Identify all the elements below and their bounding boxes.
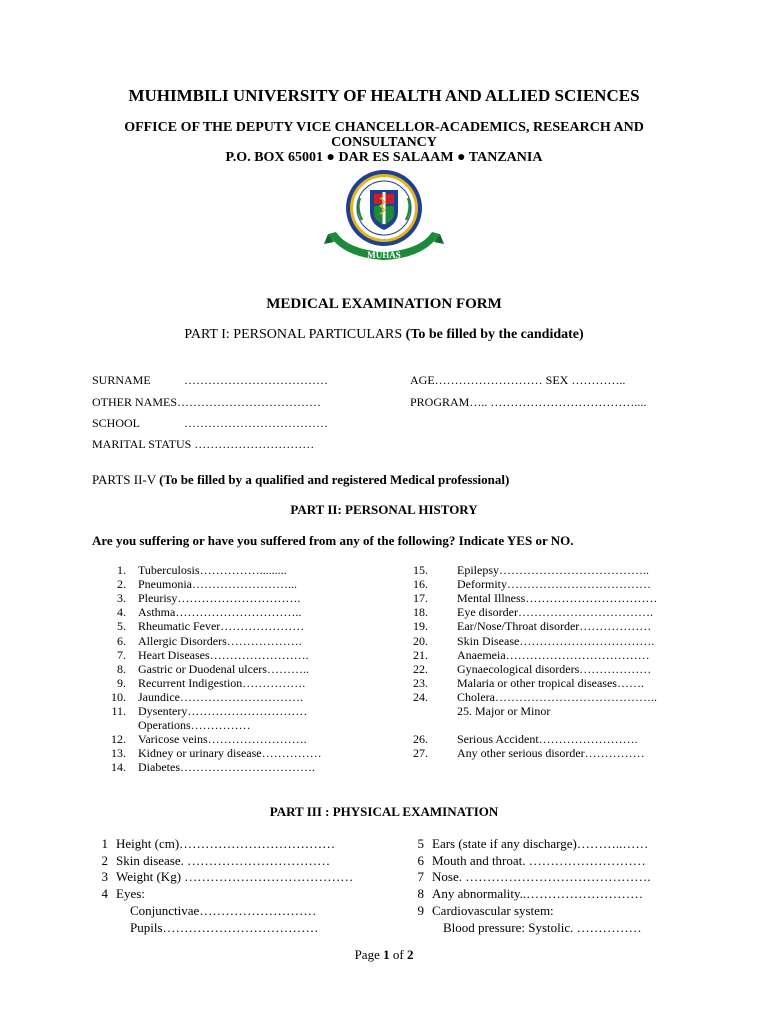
list-item: [104, 689, 303, 705]
item-text[interactable]: Height (cm)………………………………: [116, 836, 336, 851]
list-item: [404, 605, 653, 620]
list-item: [104, 746, 322, 761]
form-title: MEDICAL EXAMINATION FORM: [266, 296, 502, 312]
item-text[interactable]: Serious Accident…………………….: [457, 732, 638, 747]
item-number: 18.: [413, 605, 428, 620]
item-number: 8.: [117, 661, 126, 676]
item-text[interactable]: Conjunctivae………………………: [130, 902, 317, 918]
item-text[interactable]: Nose. …………………………………….: [432, 869, 651, 885]
list-item: [104, 675, 306, 691]
list-item: [410, 836, 649, 852]
item-number: 7: [417, 869, 424, 885]
item-number: 1.: [117, 563, 126, 577]
list-item: [94, 869, 354, 885]
list-item: [410, 852, 646, 869]
item-number: 16.: [413, 577, 428, 592]
item-text[interactable]: Ear/Nose/Throat disorder………………: [457, 619, 652, 634]
item-text[interactable]: Pupils………………………………: [130, 919, 319, 935]
item-text[interactable]: Rheumatic Fever…………………: [138, 619, 305, 634]
item-number: 10.: [111, 689, 126, 704]
list-item: [94, 886, 145, 902]
list-item: [104, 760, 315, 775]
item-number: 19.: [413, 619, 428, 634]
item-text[interactable]: Mouth and throat. ………………………: [432, 852, 646, 868]
list-item: [104, 647, 309, 663]
item-number: 2.: [117, 577, 126, 592]
item-number: 5.: [117, 619, 126, 634]
list-item: [404, 591, 658, 606]
age-sex-field[interactable]: AGE……………………… SEX …………..: [410, 373, 626, 387]
list-item: [404, 633, 655, 649]
office-line-1: OFFICE OF THE DEPUTY VICE CHANCELLOR-ACADEMICS, RESEARCH AND: [124, 120, 644, 135]
item-text[interactable]: Heart Diseases…………………….: [138, 647, 309, 662]
item-text[interactable]: Pleurisy………………………….: [138, 591, 301, 606]
item-text[interactable]: Mental Illness……………………………: [457, 591, 658, 606]
other-names-field[interactable]: OTHER NAMES………………………………: [92, 395, 322, 409]
item-number: 3.: [117, 591, 126, 606]
marital-status-field[interactable]: MARITAL STATUS …………………………: [92, 437, 315, 451]
item-number: 4.: [117, 605, 126, 620]
list-item: [404, 689, 657, 705]
list-item: [404, 732, 638, 747]
item-number: 3: [101, 869, 108, 885]
item-number: 20.: [413, 633, 428, 648]
list-item: [404, 661, 652, 677]
address-line: P.O. BOX 65001 ● DAR ES SALAAM ● TANZANIA: [225, 150, 543, 165]
list-item: [410, 886, 644, 902]
part3-title: PART III : PHYSICAL EXAMINATION: [269, 804, 499, 819]
list-item: [104, 704, 308, 719]
item-text[interactable]: Recurrent Indigestion…………….: [138, 675, 306, 690]
item-text[interactable]: Ears (state if any discharge)………..……: [432, 836, 649, 851]
part2-title: PART II: PERSONAL HISTORY: [290, 502, 478, 517]
item-number: 22.: [413, 661, 428, 676]
page-number: Page 1 of 2: [354, 947, 414, 962]
school-field[interactable]: ………………………………: [184, 416, 328, 430]
list-item: [404, 619, 652, 634]
item-text[interactable]: Kidney or urinary disease……………: [138, 746, 322, 761]
item-number: 15.: [413, 563, 428, 577]
part1-heading: PART I: PERSONAL PARTICULARS (To be filled by the candidate): [184, 327, 584, 342]
item-number: 12.: [111, 732, 126, 747]
item-number: 14.: [111, 760, 126, 775]
list-item: [94, 852, 331, 869]
list-item: [94, 836, 336, 852]
item-number: 7.: [117, 647, 126, 662]
item-text[interactable]: Malaria or other tropical diseases…….: [457, 675, 644, 690]
item-number: 2: [101, 852, 108, 868]
item-number: 9.: [117, 675, 126, 690]
item-number: 27.: [413, 746, 428, 761]
list-item: [404, 563, 649, 578]
item-text[interactable]: Eye disorder…………………………….: [457, 605, 653, 620]
item-text[interactable]: Gynaecological disorders………………: [457, 661, 652, 676]
item-text[interactable]: Varicose veins…………………….: [138, 732, 307, 747]
list-item: [404, 647, 650, 663]
list-item: [104, 591, 301, 606]
item-text[interactable]: Cardiovascular system:: [432, 902, 554, 918]
logo-label: MUHAS: [367, 250, 401, 260]
item-text[interactable]: Diabetes…………………………….: [138, 760, 315, 775]
list-item: [410, 902, 554, 919]
item-text[interactable]: Weight (Kg) …………………………………: [116, 869, 354, 885]
item-number: 21.: [413, 647, 428, 662]
item-text[interactable]: Eyes:: [116, 886, 145, 902]
item-text[interactable]: Pneumonia……………………...: [138, 577, 297, 592]
list-item: [404, 746, 645, 761]
list-item: [104, 732, 307, 747]
item-text[interactable]: Skin disease. ……………………………: [116, 852, 331, 868]
item-number: 17.: [413, 591, 428, 606]
item-text[interactable]: Gastric or Duodenal ulcers………..: [138, 661, 309, 676]
list-item: [410, 869, 651, 885]
item-number: 6.: [117, 633, 126, 648]
list-item: [104, 619, 305, 634]
surname-label: SURNAME: [92, 373, 151, 387]
surname-field[interactable]: ………………………………: [184, 373, 328, 387]
item-text[interactable]: Dysentery…………………………: [138, 704, 308, 718]
item-number: 11.: [111, 704, 126, 718]
item-number: 4: [101, 886, 108, 902]
item-number: 23.: [413, 675, 428, 690]
item-text[interactable]: Allergic Disorders……………….: [138, 633, 302, 648]
item-text[interactable]: Asthma…………………………..: [138, 605, 302, 620]
office-line-2: CONSULTANCY: [331, 135, 437, 150]
list-item: [404, 675, 644, 691]
item-number: 5: [417, 836, 424, 851]
history-question: Are you suffering or have you suffered from any of the following? Indicate YES or NO.: [92, 533, 574, 548]
parts-note: PARTS II-V (To be filled by a qualified and registered Medical professional): [92, 472, 510, 487]
item-text[interactable]: Operations……………: [138, 718, 251, 733]
item-text[interactable]: 25. Major or Minor: [457, 704, 551, 718]
item-number: 6: [417, 852, 424, 868]
program-field[interactable]: PROGRAM….. ………………………………....: [410, 395, 647, 409]
item-number: 1: [101, 836, 108, 851]
item-text[interactable]: Epilepsy………………………………..: [457, 563, 649, 577]
item-text[interactable]: Cholera…………………………………..: [457, 689, 657, 704]
item-text[interactable]: Any other serious disorder……………: [457, 746, 645, 761]
item-number: 9: [417, 902, 424, 918]
item-number: 24.: [413, 689, 428, 704]
item-number: 26.: [413, 732, 428, 747]
item-text[interactable]: Skin Disease…………………………….: [457, 633, 655, 648]
item-text[interactable]: Deformity………………………………: [457, 577, 651, 592]
university-title: MUHIMBILI UNIVERSITY OF HEALTH AND ALLIED SCIENCES: [128, 86, 640, 105]
item-text[interactable]: Anaemeia………………………………: [457, 647, 650, 662]
list-item: [104, 661, 309, 677]
list-item: [104, 577, 297, 592]
item-number: 8: [417, 886, 424, 902]
list-item: [104, 633, 302, 649]
item-text[interactable]: Blood pressure: Systolic. ……………: [443, 919, 642, 935]
list-item: [404, 577, 651, 592]
item-number: 13.: [111, 746, 126, 761]
list-item: [104, 563, 287, 578]
item-text[interactable]: Any abnormality..………………………: [432, 886, 644, 902]
school-label: SCHOOL: [92, 416, 141, 430]
item-text[interactable]: Tuberculosis…………….........: [138, 563, 287, 577]
list-item: [104, 605, 302, 620]
item-text[interactable]: Jaundice………………………….: [138, 689, 303, 704]
